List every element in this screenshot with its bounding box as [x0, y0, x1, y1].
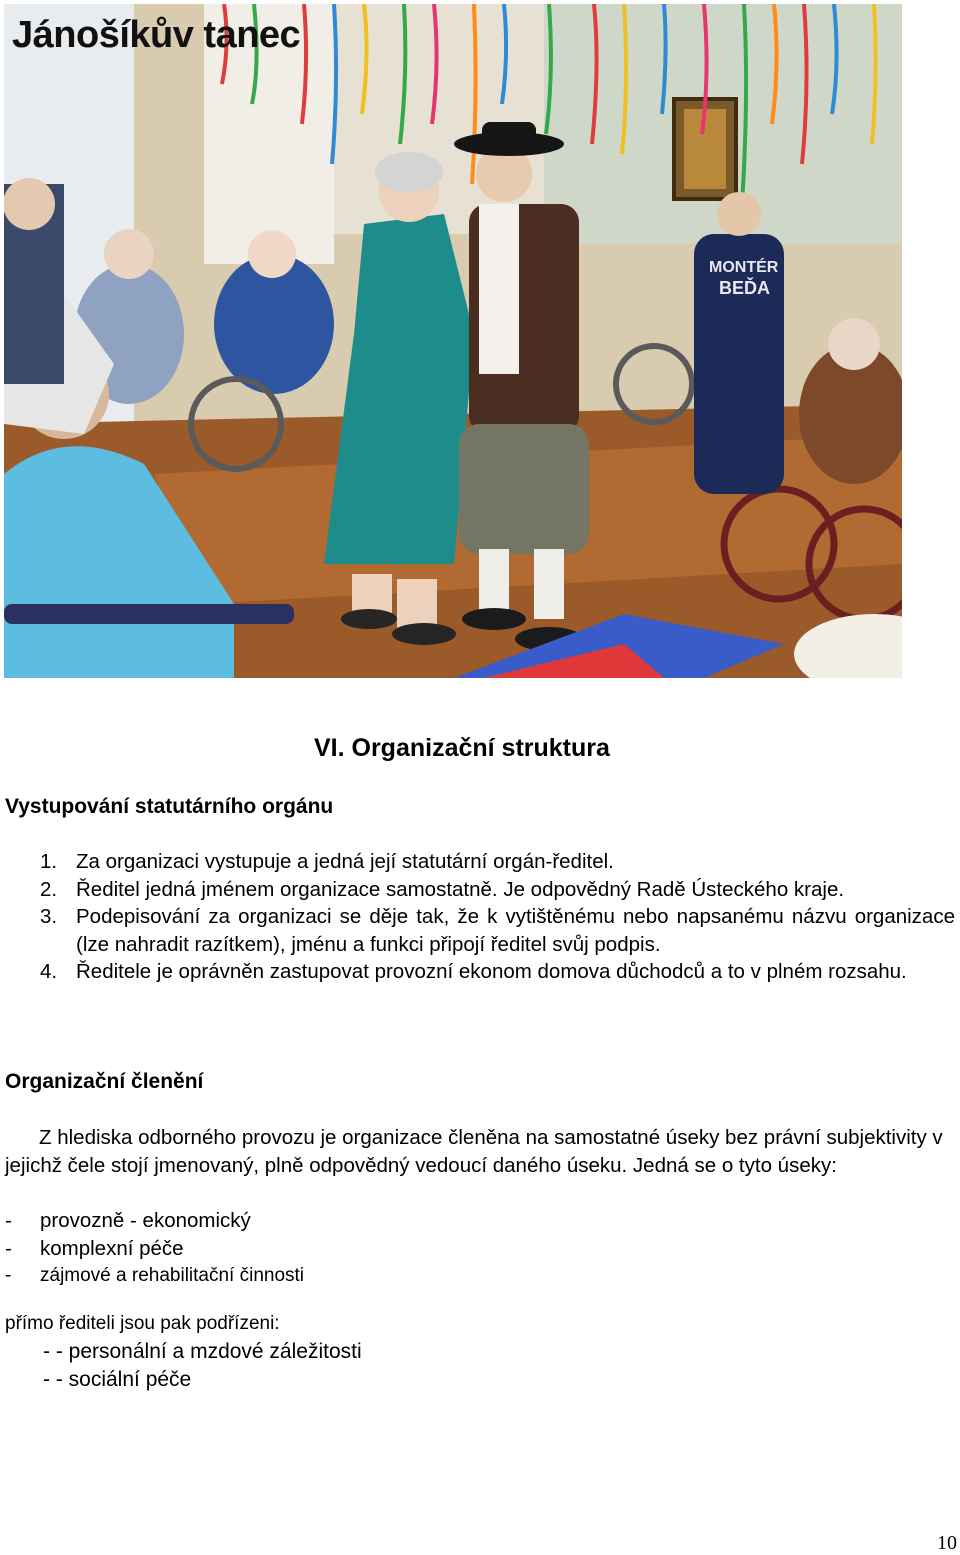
- dance-photo: [4, 4, 902, 678]
- list-text: Za organizaci vystupuje a jedná její statutární orgán-ředitel.: [76, 850, 614, 873]
- list-text: Ředitel jedná jménem organizace samostatně. Je odpovědný Radě Ústeckého kraje.: [76, 877, 845, 901]
- list-item: [5, 1235, 304, 1263]
- list-number: 3.: [40, 905, 58, 928]
- list-item: [0, 876, 955, 904]
- units-list: [5, 1207, 304, 1290]
- svg-text:MONTÉR: MONTÉR: [709, 259, 779, 276]
- list-number: 2.: [40, 877, 58, 901]
- list-item: [0, 903, 955, 958]
- list-text: Ředitele je oprávněn zastupovat provozní ekonom domova důchodců a to v plném rozsahu.: [76, 960, 907, 983]
- statutory-list: [0, 848, 955, 986]
- list-text: zájmové a rehabilitační činnosti: [40, 1265, 305, 1286]
- section-heading-statutory: Vystupování statutárního orgánu: [5, 795, 334, 818]
- list-item: - - sociální péče: [43, 1368, 192, 1391]
- list-text: provozně - ekonomický: [40, 1209, 251, 1232]
- dash-bullet: -: [5, 1265, 12, 1286]
- list-item: [5, 1262, 304, 1290]
- chapter-title: VI. Organizační struktura: [314, 734, 610, 762]
- svg-text:BEĎA: BEĎA: [719, 278, 771, 298]
- list-text: Podepisování za organizaci se děje tak, že k vytištěnému nebo napsanému názvu organizace (lze nahradit razítkem), jménu a funkci připojí ředitel svůj podpis.: [76, 905, 955, 956]
- dash-bullet: -: [5, 1236, 12, 1260]
- list-item: [0, 848, 955, 876]
- dash-bullet: -: [5, 1209, 12, 1232]
- list-text: komplexní péče: [40, 1236, 184, 1260]
- photo-caption: Jánošíkův tanec: [12, 14, 301, 56]
- structure-paragraph: Z hlediska odborného provozu je organizace členěna na samostatné úseky bez právní subjektivity v jejichž čele stojí jmenovaný, plně odpovědný vedoucí daného úseku. Jedná se o tyto úseky:: [5, 1126, 943, 1177]
- section-heading-structure: Organizační členění: [5, 1070, 204, 1093]
- subordinates-list: [43, 1338, 362, 1394]
- list-number: 4.: [40, 960, 58, 983]
- list-item: [5, 1207, 304, 1235]
- subordinates-label: přímo řediteli jsou pak podřízeni:: [5, 1313, 280, 1334]
- list-item: [0, 958, 955, 986]
- page-number: 10: [937, 1532, 957, 1554]
- list-item: - - personální a mzdové záležitosti: [43, 1340, 362, 1363]
- list-number: 1.: [40, 850, 58, 873]
- dance-photo-illustration: [4, 4, 902, 678]
